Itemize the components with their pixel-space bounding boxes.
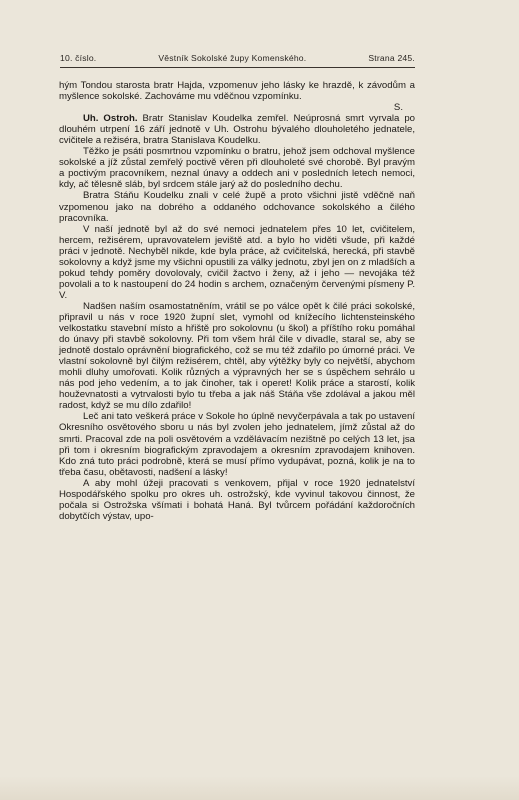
paragraph: hým Tondou starosta bratr Hajda, vzpomenuv jeho lásky ke hrazdě, k závodům a myšlence sokolské. Zachováme mu vděčnou vzpomínku. — [59, 80, 415, 103]
paragraph: V naší jednotě byl až do své nemoci jednatelem přes 10 let, cvičitelem, hercem, režisérem, upravovatelem jeviště atd. a bylo ho viděti všude, při každé práci v jednotě. Nechyběl nikde, kde byla práce, až cvičitelská, herecká, při stavbě sokolovny a když jsme my všichni opustili za války jednotu, zbyl jen on z mladších a pokud tehdy poměry dovolovaly, cvičil žactvo i ženy, až i jeho — nevojáka též povolali a to k nastoupení do 24 hodin s archem, označeným červenými písmeny P. V. — [59, 223, 415, 301]
header-rule — [60, 67, 415, 68]
article-body — [59, 80, 415, 522]
running-header — [60, 53, 415, 63]
page-number: Strana 245. — [368, 53, 415, 63]
signature: S. — [393, 102, 403, 114]
paragraph: Uh. Ostroh. Bratr Stanislav Koudelka zemřel. Neúprosná smrt vyrvala po dlouhém utrpení 16 září jednotě v Uh. Ostrohu bývalého dlouholetého jednatele, cvičitele a režiséra, bratra Stanislava Koudelku. — [59, 113, 416, 147]
page-bottom-edge — [0, 776, 519, 800]
paragraph: Bratra Stáňu Koudelku znali v celé župě a proto všichni jistě vděčně naň vzpomenou jako na dobrého a oddaného odchovance sokolského a čilého pracovníka. — [59, 190, 415, 224]
paragraph: Nadšen naším osamostatněním, vrátil se po válce opět k čilé práci sokolské, připravil u nás v roce 1920 župní slet, vymohl od knížecího lichtensteinského velkostatku stavební místo a hřiště pro sokolovnu (u škol) a příštího roku pomáhal do únavy při stavbě sokolovny. Při tom všem hrál čile v divadle, staral se, aby se jednotě dostalo oprávnění biografického, což se mu též zdařilo po úmorné práci. Ve vlastní sokolovně byl čilým režisérem, chtěl, aby výtěžky byly co největší, abychom mohli dluhy umořovati. Kolik různých a výpravných her se s úspěchem sehrálo u nás pod jeho vedením, a to jak činoher, tak i operet! Kolik práce a starostí, kolik houževnatosti a vytrvalosti bylo tu třeba a jak náš Stáňa vše zdolával a jakou měl radost, když se mu dílo zdařilo! — [59, 300, 415, 412]
issue-number: 10. číslo. — [60, 53, 97, 63]
paragraph: Těžko je psáti posmrtnou vzpomínku o bratru, jehož jsem odchoval myšlence sokolské a jíž zůstal zemřelý poctivě věren při dlouholeté své chorobě. Byl pravým a poctivým pracovníkem, neznal únavy a oddech ani v posledních letech nemoci, kdy, ač tělesně sláb, byl srdcem stále jarý až do posledního dechu. — [59, 146, 415, 191]
paragraph: A aby mohl úžeji pracovati s venkovem, přijal v roce 1920 jednatelství Hospodářského spolku pro okres uh. ostrožský, kde vyvinul takovou činnost, že počala si Ostrožska všímati i bohatá Haná. Byl tvůrcem pořádání každoročních dobytčích výstav, upo- — [59, 477, 415, 522]
place-heading: Uh. Ostroh. — [83, 113, 138, 125]
journal-title: Věstník Sokolské župy Komenského. — [158, 53, 307, 63]
paragraph: Leč ani tato veškerá práce v Sokole ho úplně nevyčerpávala a tak po ustavení Okresního osvětového sboru u nás byl zvolen jeho jednatelem, jímž zůstal až do smrti. Pracoval zde na poli osvětovém a vzdělávacím nezištně po celých 13 let, jsa při tom i okresním biografickým zpravodajem a okresním zpravodajem knihoven. Kdo zná tuto práci podrobně, která se musí přímo vydupávat, pozná, kolik je na to třeba času, obětavosti, nadšení a lásky! — [59, 411, 415, 478]
